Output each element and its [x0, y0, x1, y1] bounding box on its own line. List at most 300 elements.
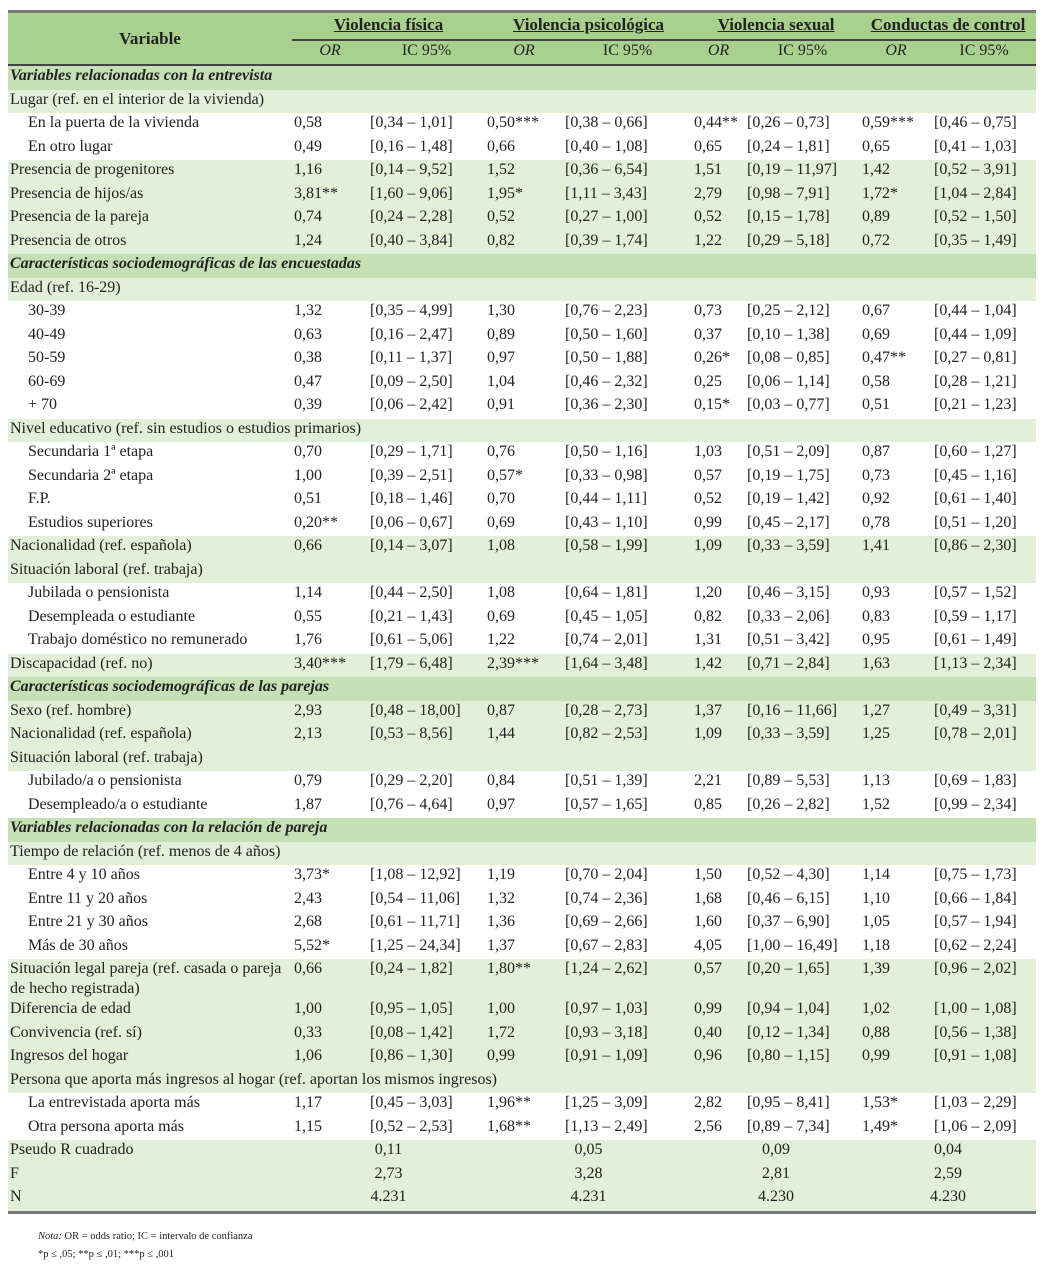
ci-value: [1,64 – 3,48] [563, 654, 692, 678]
ci-value: [0,95 – 8,41] [747, 1094, 830, 1111]
ci-value: [0,03 – 0,77] [747, 396, 830, 413]
table-note [38, 1228, 253, 1264]
ci-value: [1,04 – 2,84] [932, 184, 1036, 208]
or-value: 0,69 [487, 513, 516, 531]
section-row [8, 818, 1036, 842]
ci-value: [1,00 – 16,49] [747, 936, 838, 954]
or-value: 0,20** [294, 513, 338, 531]
ci-value: [0,78 – 2,01] [932, 724, 1036, 748]
or-value: 1,22 [487, 631, 516, 648]
ci-value: [0,24 – 1,81] [747, 137, 830, 155]
ci-value: [0,21 – 1,43] [370, 607, 453, 625]
header-ic: IC 95% [745, 40, 860, 66]
or-value: 0,44** [694, 114, 739, 131]
ci-value: [1,11 – 3,43] [563, 184, 692, 208]
or-value: 1,53* [862, 1094, 899, 1111]
row-label: Nivel educativo (ref. sin estudios o estudios primarios) [8, 419, 1036, 443]
or-value: 1,60 [694, 913, 723, 930]
ci-value: [0,95 – 1,05] [368, 999, 485, 1023]
ci-value: [0,52 – 1,50] [932, 207, 1036, 231]
ci-value: [0,62 – 2,24] [934, 936, 1017, 954]
ci-value: [0,44 – 1,09] [934, 325, 1017, 343]
table-row [8, 1023, 1036, 1047]
or-value: 0,97 [487, 349, 516, 366]
ci-value: [0,15 – 1,78] [745, 207, 860, 231]
stat-value: 2,73 [292, 1164, 485, 1188]
section-title: Características sociodemográficas de las parejas [8, 677, 1036, 701]
row-label: Situación laboral (ref. trabaja) [8, 748, 1036, 772]
row-label: Persona que aporta más ingresos al hogar (ref. aportan los mismos ingresos) [8, 1070, 1036, 1094]
ci-value: [0,38 – 0,66] [565, 114, 648, 131]
ci-value: [0,75 – 1,73] [934, 866, 1017, 883]
section-row [8, 677, 1036, 701]
or-value: 1,03 [694, 443, 723, 460]
row-label: N [8, 1187, 292, 1212]
header-variable: Variable [8, 12, 292, 66]
table-row [8, 1117, 1036, 1141]
ci-value: [0,59 – 1,17] [934, 607, 1017, 625]
table-row [8, 442, 1036, 466]
ci-value: [0,74 – 2,36] [565, 889, 648, 907]
or-value: 1,14 [862, 866, 891, 883]
ci-value: [0,29 – 2,20] [370, 772, 453, 789]
or-value: 0,82 [694, 607, 723, 625]
stat-value: 2,81 [692, 1164, 860, 1188]
or-value: 0,99 [860, 1046, 932, 1070]
row-label: Desempleado/a o estudiante [28, 795, 208, 813]
header-group-sexual: Violencia sexual [692, 12, 860, 40]
row-label: 40-49 [28, 325, 66, 343]
ci-value: [0,33 – 0,98] [565, 466, 648, 484]
row-label: Situación laboral (ref. trabaja) [8, 560, 1036, 584]
row-label: La entrevistada aporta más [28, 1094, 200, 1111]
section-title: Características sociodemográficas de las encuestadas [8, 254, 1036, 278]
ci-value: [0,76 – 4,64] [370, 795, 453, 813]
stat-value: 0,11 [292, 1140, 485, 1164]
row-label: Presencia de hijos/as [8, 184, 292, 208]
or-value: 0,57 [694, 466, 723, 484]
table-row [8, 1046, 1036, 1070]
or-value: 0,70 [487, 490, 516, 507]
or-value: 0,58 [294, 114, 322, 131]
ci-value: [1,00 – 1,08] [932, 999, 1036, 1023]
table-row [8, 90, 1036, 114]
or-value: 1,50 [694, 866, 723, 883]
or-value: 0,87 [862, 443, 891, 460]
row-label: Nacionalidad (ref. española) [8, 724, 292, 748]
ci-value: [0,51 – 2,09] [747, 443, 830, 460]
or-value: 1,95* [485, 184, 563, 208]
ci-value: [0,94 – 1,04] [745, 999, 860, 1023]
ci-value: [0,41 – 1,03] [934, 137, 1017, 155]
or-value: 1,87 [294, 795, 322, 813]
ci-value: [1,03 – 2,29] [934, 1094, 1017, 1111]
or-value: 0,73 [694, 302, 723, 319]
or-value: 1,72 [485, 1023, 563, 1047]
or-value: 0,95 [862, 631, 891, 648]
or-value: 1,13 [862, 772, 891, 789]
or-value: 0,52 [692, 207, 745, 231]
or-value: 0,76 [487, 443, 516, 460]
or-value: 2,68 [294, 913, 322, 930]
or-value: 2,93 [292, 701, 368, 725]
ci-value: [1,08 – 12,92] [370, 866, 461, 883]
section-row [8, 254, 1036, 278]
or-value: 0,26* [694, 349, 731, 366]
ci-value: [0,53 – 8,56] [368, 724, 485, 748]
ci-value: [0,61 – 1,49] [934, 631, 1017, 648]
table-row [8, 137, 1036, 161]
or-value: 0,57* [487, 466, 524, 484]
header-or: OR [485, 40, 563, 66]
or-value: 0,67 [862, 302, 891, 319]
or-value: 1,49* [862, 1117, 899, 1135]
table-row [8, 936, 1036, 960]
table-row [8, 1187, 1036, 1212]
ci-value: [0,86 – 1,30] [368, 1046, 485, 1070]
table-row [8, 1093, 1036, 1117]
or-value: 1,63 [860, 654, 932, 678]
row-label: 60-69 [28, 372, 66, 390]
table-row [8, 1070, 1036, 1094]
ci-value: [0,45 – 2,17] [747, 513, 830, 531]
table-row [8, 372, 1036, 396]
ci-value: [0,76 – 2,23] [565, 302, 648, 319]
ci-value: [0,45 – 1,05] [565, 607, 648, 625]
or-value: 1,52 [862, 795, 891, 813]
or-value: 4,05 [694, 936, 723, 954]
or-value: 0,96 [692, 1046, 745, 1070]
ci-value: [0,57 – 1,94] [934, 913, 1017, 930]
or-value: 0,66 [292, 959, 368, 999]
or-value: 0,40 [692, 1023, 745, 1047]
or-value: 0,15* [694, 396, 731, 413]
ci-value: [0,86 – 2,30] [932, 536, 1036, 560]
table-row [8, 865, 1036, 889]
header-ic: IC 95% [563, 40, 692, 66]
ci-value: [0,89 – 7,34] [747, 1117, 830, 1135]
ci-value: [0,51 – 1,20] [934, 513, 1017, 531]
ci-value: [0,57 – 1,65] [565, 795, 648, 813]
or-value: 0,38 [294, 349, 322, 366]
ci-value: [1,25 – 3,09] [565, 1094, 648, 1111]
ci-value: [0,06 – 1,14] [747, 372, 830, 390]
ci-value: [0,33 – 3,59] [745, 724, 860, 748]
ci-value: [0,21 – 1,23] [934, 396, 1017, 413]
ci-value: [0,44 – 1,04] [934, 302, 1017, 319]
ci-value: [0,64 – 1,81] [565, 584, 648, 601]
table-row [8, 842, 1036, 866]
ci-value: [0,97 – 1,03] [563, 999, 692, 1023]
table-row [8, 999, 1036, 1023]
ci-value: [0,91 – 1,08] [932, 1046, 1036, 1070]
row-label: Secundaria 1ª etapa [28, 443, 154, 460]
row-label: Sexo (ref. hombre) [8, 701, 292, 725]
note-prefix: Nota: [38, 1231, 62, 1242]
or-value: 0,69 [487, 607, 516, 625]
header-or: OR [692, 40, 745, 66]
row-label: + 70 [28, 396, 58, 413]
or-value: 1,32 [487, 889, 516, 907]
ci-value: [0,37 – 6,90] [747, 913, 830, 930]
stat-value: 2,59 [860, 1164, 1036, 1188]
row-label: Diferencia de edad [8, 999, 292, 1023]
row-label: Entre 11 y 20 años [28, 889, 148, 907]
or-value: 1,52 [485, 160, 563, 184]
ci-value: [0,36 – 6,54] [563, 160, 692, 184]
table-row [8, 654, 1036, 678]
or-value: 0,99 [692, 999, 745, 1023]
ci-value: [0,28 – 2,73] [563, 701, 692, 725]
or-value: 0,63 [294, 325, 322, 343]
table-row [8, 889, 1036, 913]
or-value: 1,10 [862, 889, 891, 907]
or-value: 0,58 [862, 372, 891, 390]
ci-value: [0,28 – 1,21] [934, 372, 1017, 390]
or-value: 1,22 [692, 231, 745, 255]
ci-value: [0,67 – 2,83] [565, 936, 648, 954]
stat-value: 4.231 [485, 1187, 692, 1212]
row-label: Entre 4 y 10 años [28, 866, 140, 883]
ci-value: [0,57 – 1,52] [934, 584, 1017, 601]
table-row [8, 207, 1036, 231]
ci-value: [0,49 – 3,31] [932, 701, 1036, 725]
ci-value: [0,06 – 0,67] [370, 513, 453, 531]
ci-value: [0,80 – 1,15] [745, 1046, 860, 1070]
or-value: 0,33 [292, 1023, 368, 1047]
or-value: 1,09 [692, 724, 745, 748]
ci-value: [0,71 – 2,84] [745, 654, 860, 678]
or-value: 5,52* [294, 936, 330, 954]
or-value: 1,30 [487, 302, 516, 319]
or-value: 1,17 [294, 1094, 322, 1111]
row-label: Situación legal pareja (ref. casada o pareja de hecho registrada) [8, 959, 292, 999]
row-label: Otra persona aporta más [28, 1117, 184, 1135]
ci-value: [0,45 – 1,16] [934, 466, 1017, 484]
ci-value: [0,43 – 1,10] [565, 513, 648, 531]
or-value: 1,96** [487, 1094, 532, 1111]
or-value: 0,83 [862, 607, 891, 625]
or-value: 0,82 [485, 231, 563, 255]
table-row [8, 489, 1036, 513]
row-label: Ingresos del hogar [8, 1046, 292, 1070]
table-row [8, 1164, 1036, 1188]
ci-value: [0,60 – 1,27] [934, 443, 1017, 460]
ci-value: [0,35 – 1,49] [932, 231, 1036, 255]
table-row [8, 419, 1036, 443]
row-label: Desempleada o estudiante [28, 607, 196, 625]
or-value: 1,20 [694, 584, 723, 601]
or-value: 1,76 [294, 631, 322, 648]
ci-value: [0,29 – 1,71] [370, 443, 453, 460]
ci-value: [0,52 – 2,53] [370, 1117, 453, 1135]
ci-value: [0,19 – 11,97] [745, 160, 860, 184]
ci-value: [0,26 – 2,82] [747, 795, 830, 813]
or-value: 1,72* [860, 184, 932, 208]
section-title: Variables relacionadas con la relación de pareja [8, 818, 1036, 842]
or-value: 1,68 [694, 889, 723, 907]
row-label: Nacionalidad (ref. española) [8, 536, 292, 560]
table-row [8, 771, 1036, 795]
ci-value: [0,46 – 2,32] [565, 372, 648, 390]
or-value: 0,25 [694, 372, 723, 390]
table-row [8, 607, 1036, 631]
or-value: 1,42 [860, 160, 932, 184]
ci-value: [0,99 – 2,34] [934, 795, 1017, 813]
ci-value: [0,33 – 3,59] [745, 536, 860, 560]
or-value: 0,97 [487, 795, 516, 813]
row-label: Convivencia (ref. sí) [8, 1023, 292, 1047]
or-value: 1,04 [487, 372, 516, 390]
note-abbreviations: OR = odds ratio; IC = intervalo de confianza [61, 1231, 253, 1242]
or-value: 0,47** [862, 349, 907, 366]
or-value: 1,09 [692, 536, 745, 560]
or-value: 1,44 [485, 724, 563, 748]
ci-value: [0,34 – 1,01] [370, 114, 453, 131]
or-value: 1,31 [694, 631, 723, 648]
or-value: 1,15 [294, 1117, 322, 1135]
or-value: 0,89 [860, 207, 932, 231]
header-group-fisica: Violencia física [292, 12, 485, 40]
header-or: OR [292, 40, 368, 66]
or-value: 1,08 [485, 536, 563, 560]
or-value: 2,56 [694, 1117, 723, 1135]
ci-value: [0,08 – 0,85] [747, 349, 830, 366]
row-label: F.P. [28, 490, 51, 507]
or-value: 0,65 [862, 137, 891, 155]
ci-value: [0,50 – 1,16] [565, 443, 648, 460]
or-value: 0,52 [485, 207, 563, 231]
ci-value: [0,93 – 3,18] [563, 1023, 692, 1047]
ci-value: [0,46 – 0,75] [934, 114, 1017, 131]
or-value: 3,81** [292, 184, 368, 208]
ci-value: [0,98 – 7,91] [745, 184, 860, 208]
ci-value: [1,13 – 2,34] [932, 654, 1036, 678]
or-value: 0,66 [292, 536, 368, 560]
row-label: En la puerta de la vivienda [28, 114, 200, 131]
stat-value: 4.230 [692, 1187, 860, 1212]
ci-value: [0,69 – 2,66] [565, 913, 648, 930]
ci-value: [0,18 – 1,46] [370, 490, 453, 507]
table-row [8, 113, 1036, 137]
or-value: 1,41 [860, 536, 932, 560]
or-value: 0,69 [862, 325, 891, 343]
or-value: 1,08 [487, 584, 516, 601]
row-label: Discapacidad (ref. no) [8, 654, 292, 678]
or-value: 0,57 [692, 959, 745, 999]
table-row [8, 513, 1036, 537]
ci-value: [0,45 – 3,03] [370, 1094, 453, 1111]
ci-value: [1,06 – 2,09] [934, 1117, 1017, 1135]
row-label: F [8, 1164, 292, 1188]
stat-value: 0,04 [860, 1140, 1036, 1164]
or-value: 1,00 [485, 999, 563, 1023]
header-ic: IC 95% [932, 40, 1036, 66]
ci-value: [0,52 – 4,30] [747, 866, 830, 883]
ci-value: [0,61 – 1,40] [934, 490, 1017, 507]
row-label: Presencia de otros [8, 231, 292, 255]
ci-value: [1,13 – 2,49] [565, 1117, 648, 1135]
ci-value: [0,16 – 1,48] [370, 137, 453, 155]
row-label: Jubilada o pensionista [28, 584, 170, 601]
or-value: 1,27 [860, 701, 932, 725]
ci-value: [0,16 – 2,47] [370, 325, 453, 343]
or-value: 0,92 [862, 490, 891, 507]
ci-value: [1,60 – 9,06] [368, 184, 485, 208]
ci-value: [0,40 – 1,08] [565, 137, 648, 155]
or-value: 0,72 [860, 231, 932, 255]
table-row [8, 325, 1036, 349]
ci-value: [0,10 – 1,38] [747, 325, 830, 343]
table-row [8, 795, 1036, 819]
or-value: 0,66 [487, 137, 516, 155]
ci-value: [0,14 – 3,07] [368, 536, 485, 560]
or-value: 0,51 [294, 490, 322, 507]
or-value: 1,39 [860, 959, 932, 999]
ci-value: [0,51 – 1,39] [565, 772, 648, 789]
or-value: 0,99 [694, 513, 723, 531]
or-value: 0,85 [694, 795, 723, 813]
row-label: Pseudo R cuadrado [8, 1140, 292, 1164]
or-value: 0,87 [485, 701, 563, 725]
ci-value: [0,14 – 9,52] [368, 160, 485, 184]
ci-value: [0,24 – 2,28] [368, 207, 485, 231]
row-label: Presencia de progenitores [8, 160, 292, 184]
ci-value: [0,40 – 3,84] [368, 231, 485, 255]
table-row [8, 560, 1036, 584]
ci-value: [0,66 – 1,84] [934, 889, 1017, 907]
or-value: 1,37 [487, 936, 516, 954]
table-row [8, 959, 1036, 999]
or-value: 0,39 [294, 396, 322, 413]
or-value: 1,06 [292, 1046, 368, 1070]
ci-value: [0,19 – 1,75] [747, 466, 830, 484]
ci-value: [0,20 – 1,65] [745, 959, 860, 999]
or-value: 1,68** [487, 1117, 532, 1135]
table-row [8, 160, 1036, 184]
ci-value: [0,16 – 11,66] [745, 701, 860, 725]
or-value: 3,40*** [292, 654, 368, 678]
ci-value: [0,39 – 1,74] [563, 231, 692, 255]
ci-value: [0,39 – 2,51] [370, 466, 453, 484]
ci-value: [0,29 – 5,18] [745, 231, 860, 255]
table-row [8, 184, 1036, 208]
ci-value: [0,46 – 6,15] [747, 889, 830, 907]
section-row [8, 65, 1036, 90]
or-value: 1,80** [485, 959, 563, 999]
ci-value: [0,50 – 1,60] [565, 325, 648, 343]
ci-value: [0,12 – 1,34] [745, 1023, 860, 1047]
or-value: 0,47 [294, 372, 322, 390]
or-value: 1,05 [862, 913, 891, 930]
row-label: 50-59 [28, 349, 66, 366]
stat-value: 4.231 [292, 1187, 485, 1212]
ci-value: [0,44 – 2,50] [370, 584, 453, 601]
stat-value: 0,05 [485, 1140, 692, 1164]
ci-value: [0,24 – 1,82] [368, 959, 485, 999]
ci-value: [0,96 – 2,02] [932, 959, 1036, 999]
ci-value: [0,51 – 3,42] [747, 631, 830, 648]
table-row [8, 630, 1036, 654]
ci-value: [1,25 – 24,34] [370, 936, 461, 954]
or-value: 0,37 [694, 325, 723, 343]
header-or: OR [860, 40, 932, 66]
ci-value: [0,89 – 5,53] [747, 772, 830, 789]
or-value: 1,32 [294, 302, 322, 319]
row-label: Tiempo de relación (ref. menos de 4 años) [8, 842, 1036, 866]
table-row [8, 536, 1036, 560]
or-value: 0,59*** [862, 114, 915, 131]
